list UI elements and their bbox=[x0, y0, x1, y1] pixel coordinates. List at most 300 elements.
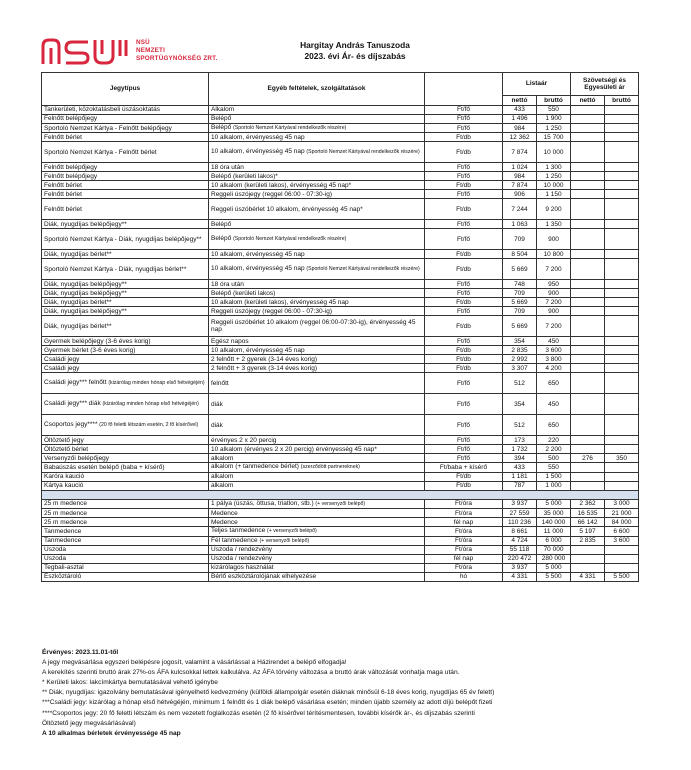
ticket-type-cell bbox=[42, 280, 209, 289]
table-row bbox=[42, 280, 639, 289]
condition-cell bbox=[209, 181, 425, 190]
fed-net-price-cell bbox=[571, 415, 605, 436]
ticket-type-cell bbox=[42, 415, 209, 436]
gross-price-cell: 650 bbox=[537, 373, 571, 394]
condition-cell-text: Belépő (kerületi lakos) bbox=[211, 289, 276, 297]
note-family: ***Családi jegy: kizárólag a hónap első hétvégéjén, minimum 1 felnőtt és 1 diák belépő vásárlása esetén; minden újabb személy az adott díjú belépőt fizeti bbox=[42, 699, 493, 707]
condition-cell-note: (Sportoló Nemzet Kártyával rendelkezők részére) bbox=[306, 149, 420, 156]
fed-net-price-cell bbox=[571, 307, 605, 316]
condition-cell bbox=[209, 346, 425, 355]
condition-cell-text: Belépő bbox=[211, 220, 232, 228]
table-row bbox=[42, 133, 639, 142]
ticket-type-cell-note: (kizárólag minden hónap első hétvégéjén) bbox=[102, 401, 199, 408]
ticket-type-cell bbox=[42, 220, 209, 229]
gross-price-cell: 900 bbox=[537, 289, 571, 298]
unit-cell: Ft/db bbox=[425, 181, 503, 190]
gross-price-cell: 5 000 bbox=[537, 499, 571, 508]
table-row bbox=[42, 436, 639, 445]
condition-cell-text: 10 alkalom, érvényesség 45 nap bbox=[211, 265, 305, 273]
gross-price-cell: 450 bbox=[537, 337, 571, 346]
fed-gross-price-cell bbox=[605, 106, 639, 115]
condition-cell bbox=[209, 536, 425, 545]
fed-net-price-cell bbox=[571, 546, 605, 555]
ticket-type-cell-note: (kizárólag minden hónap első hétvégéjén) bbox=[108, 380, 205, 387]
ticket-type-cell bbox=[42, 481, 209, 490]
gross-price-cell: 950 bbox=[537, 280, 571, 289]
condition-cell-text: diák bbox=[211, 421, 223, 429]
net-price-cell: 3 937 bbox=[503, 564, 537, 573]
ticket-type-cell bbox=[42, 355, 209, 364]
condition-cell-text: alkalom bbox=[211, 482, 234, 490]
fed-gross-price-cell bbox=[605, 220, 639, 229]
unit-cell: Ft/db bbox=[425, 355, 503, 364]
unit-cell: Ft/óra bbox=[425, 536, 503, 545]
table-row bbox=[42, 373, 639, 394]
condition-cell bbox=[209, 436, 425, 445]
ticket-type-cell-text: Családi jegy*** felnőtt bbox=[44, 379, 107, 387]
unit-cell: Ft/fő bbox=[425, 307, 503, 316]
ticket-type-cell bbox=[42, 518, 209, 527]
fed-gross-price-cell bbox=[605, 229, 639, 250]
fed-gross-price-cell bbox=[605, 373, 639, 394]
condition-cell-text: Reggeli úszóbérlet 10 alkalom, érvényesség 45 nap* bbox=[211, 205, 363, 213]
table-row bbox=[42, 346, 639, 355]
unit-cell: Ft/fő bbox=[425, 373, 503, 394]
fed-gross-price-cell bbox=[605, 472, 639, 481]
condition-cell-text: 10 alkalom, érvényesség 45 nap bbox=[211, 133, 305, 141]
ticket-rows bbox=[42, 106, 639, 491]
table-row bbox=[42, 481, 639, 490]
ticket-type-cell bbox=[42, 250, 209, 259]
condition-cell-text: Belépő (kerületi lakos)* bbox=[211, 172, 278, 180]
table-row bbox=[42, 181, 639, 190]
table-row bbox=[42, 163, 639, 172]
condition-cell bbox=[209, 355, 425, 364]
fed-net-price-cell bbox=[571, 190, 605, 199]
table-row bbox=[42, 289, 639, 298]
ticket-type-cell-text: Karóra kaució bbox=[44, 473, 85, 481]
condition-cell-note: (szerződött partnereknek) bbox=[300, 464, 360, 471]
gross-price-cell: 11 000 bbox=[537, 527, 571, 536]
fed-net-price-cell bbox=[571, 163, 605, 172]
fed-gross-price-cell bbox=[605, 280, 639, 289]
net-price-cell: 5 669 bbox=[503, 316, 537, 337]
table-row bbox=[42, 518, 639, 527]
condition-cell-text: 10 alkalom (érvényes 2 x 20 percig) érvényesség 45 nap* bbox=[211, 445, 377, 453]
note-group: ****Csoportos jegy: 20 fő feletti létszám és nem vezetett foglalkozás esetén (2 fő kísérővel térítésmentesen, további kísérők ár-, és díjszabás szerinti bbox=[42, 709, 475, 717]
note-resident: * Kerületi lakos: lakcímkártya bemutatásával vehető igénybe bbox=[42, 679, 218, 687]
condition-cell bbox=[209, 394, 425, 415]
fed-gross-price-cell bbox=[605, 445, 639, 454]
fed-net-price-cell bbox=[571, 355, 605, 364]
table-row bbox=[42, 536, 639, 545]
condition-cell bbox=[209, 564, 425, 573]
unit-cell: Ft/baba + kísérő bbox=[425, 463, 503, 472]
col-header-gross: bruttó bbox=[537, 96, 571, 106]
ticket-type-cell-text: Tanmedence bbox=[44, 527, 82, 535]
condition-cell-text: felnőtt bbox=[211, 379, 229, 387]
condition-cell-text: kizárólagos használat bbox=[211, 564, 274, 572]
price-table bbox=[41, 72, 639, 582]
ticket-type-cell bbox=[42, 346, 209, 355]
ticket-type-cell-text: Sportoló Nemzet Kártya - Diák, nyugdíjas belépőjegy** bbox=[44, 235, 202, 243]
unit-cell: Ft/óra bbox=[425, 499, 503, 508]
table-row bbox=[42, 445, 639, 454]
condition-cell-note: (Sportoló Nemzet Kártyával rendelkezők részére) bbox=[233, 125, 347, 131]
unit-cell: Ft/fő bbox=[425, 289, 503, 298]
ticket-type-cell bbox=[42, 259, 209, 280]
fed-net-price-cell bbox=[571, 436, 605, 445]
fed-gross-price-cell: 6 600 bbox=[605, 527, 639, 536]
condition-cell bbox=[209, 337, 425, 346]
logo-wordmark: NSÜ NEMZETI SPORTÜGYNÖKSÉG ZRT. bbox=[136, 39, 218, 62]
ticket-type-cell-text: Felnőtt belépőjegy bbox=[44, 172, 98, 180]
fed-gross-price-cell bbox=[605, 199, 639, 220]
net-price-cell: 354 bbox=[503, 394, 537, 415]
table-row bbox=[42, 124, 639, 133]
ticket-type-cell-text: 25 m medence bbox=[44, 509, 87, 517]
ticket-type-cell bbox=[42, 394, 209, 415]
ticket-type-cell-text: Tanmedence bbox=[44, 537, 82, 545]
condition-cell-text: Reggeli úszójegy (reggel 06:00 - 07:30-ig) bbox=[211, 307, 333, 315]
fed-net-price-cell bbox=[571, 445, 605, 454]
condition-cell-text: 1 pálya (úszás, öttusa, triatlon, stb.) bbox=[211, 499, 314, 507]
fed-net-price-cell bbox=[571, 172, 605, 181]
ticket-type-cell-text: Kártya kaució bbox=[44, 482, 84, 490]
gross-price-cell: 900 bbox=[537, 307, 571, 316]
condition-cell-text: 18 óra után bbox=[211, 280, 244, 288]
unit-cell: Ft/fő bbox=[425, 115, 503, 124]
ticket-type-cell bbox=[42, 536, 209, 545]
condition-cell-text: alkalom bbox=[211, 473, 234, 481]
condition-cell-text: Medence bbox=[211, 509, 238, 517]
ticket-type-cell bbox=[42, 181, 209, 190]
ticket-type-cell-text: Diák, nyugdíjas belépőjegy** bbox=[44, 289, 127, 297]
unit-cell: Ft/fő bbox=[425, 394, 503, 415]
condition-cell bbox=[209, 481, 425, 490]
ticket-type-cell bbox=[42, 115, 209, 124]
fed-net-price-cell bbox=[571, 364, 605, 373]
table-row bbox=[42, 316, 639, 337]
ticket-type-cell bbox=[42, 133, 209, 142]
unit-cell: Ft/óra bbox=[425, 527, 503, 536]
ticket-type-cell-text: Felnőtt bérlet bbox=[44, 190, 82, 198]
table-row bbox=[42, 454, 639, 463]
col-header-fed-gross: bruttó bbox=[605, 96, 639, 106]
fed-net-price-cell bbox=[571, 564, 605, 573]
fed-gross-price-cell bbox=[605, 250, 639, 259]
table-row bbox=[42, 499, 639, 508]
fed-net-price-cell bbox=[571, 394, 605, 415]
fed-net-price-cell bbox=[571, 133, 605, 142]
note-group-cont: Öltöztető jegy megvásárlásával) bbox=[42, 719, 136, 727]
unit-cell: Ft/fő bbox=[425, 190, 503, 199]
unit-cell: Ft/db bbox=[425, 142, 503, 163]
ticket-type-cell bbox=[42, 316, 209, 337]
ticket-type-cell bbox=[42, 307, 209, 316]
condition-cell bbox=[209, 463, 425, 472]
gross-price-cell: 2 200 bbox=[537, 445, 571, 454]
ticket-type-cell-text: Felnőtt bérlet bbox=[44, 181, 82, 189]
unit-cell: Ft/db bbox=[425, 259, 503, 280]
fed-net-price-cell bbox=[571, 106, 605, 115]
fed-gross-price-cell bbox=[605, 289, 639, 298]
condition-cell-text: 10 alkalom, érvényesség 45 nap bbox=[211, 250, 305, 258]
ticket-type-cell-text: Versenyzői belépőjegy bbox=[44, 454, 110, 462]
table-row bbox=[42, 199, 639, 220]
table-row bbox=[42, 190, 639, 199]
ticket-type-cell bbox=[42, 546, 209, 555]
table-row bbox=[42, 229, 639, 250]
col-header-net: nettó bbox=[503, 96, 537, 106]
condition-cell-note: (+ versenyzői belépő) bbox=[267, 528, 317, 535]
unit-cell: Ft/fő bbox=[425, 454, 503, 463]
condition-cell-text: Alkalom bbox=[211, 106, 235, 114]
condition-cell bbox=[209, 316, 425, 337]
gross-price-cell: 10 000 bbox=[537, 142, 571, 163]
fed-net-price-cell bbox=[571, 481, 605, 490]
ticket-type-cell bbox=[42, 298, 209, 307]
ticket-type-cell-text: Tankerületi, közoktatásbeli úszásoktatás bbox=[44, 106, 160, 114]
ticket-type-cell bbox=[42, 364, 209, 373]
net-price-cell: 433 bbox=[503, 463, 537, 472]
ticket-type-cell-text: Sportoló Nemzet Kártya - Felnőtt belépőjegy bbox=[44, 124, 172, 132]
fed-gross-price-cell bbox=[605, 364, 639, 373]
net-price-cell: 433 bbox=[503, 106, 537, 115]
note-student: ** Diák, nyugdíjas: igazolvány bemutatásával igényelhető kedvezmény (külföldi állampolgár esetén diáknak minősül 6-18 éves korig, nyugdíjas 65 év felett) bbox=[42, 689, 495, 697]
ticket-type-cell bbox=[42, 289, 209, 298]
unit-cell: Ft/db bbox=[425, 133, 503, 142]
note-entry: A jegy megvásárlása egyszeri belépésre jogosít, valamint a vásárlással a Házirendet a belépő elfogadja! bbox=[42, 659, 347, 667]
fed-gross-price-cell: 21 000 bbox=[605, 509, 639, 518]
fed-net-price-cell bbox=[571, 229, 605, 250]
ticket-type-cell bbox=[42, 229, 209, 250]
gross-price-cell: 1 900 bbox=[537, 115, 571, 124]
ticket-type-cell bbox=[42, 172, 209, 181]
table-row bbox=[42, 364, 639, 373]
ticket-type-cell bbox=[42, 499, 209, 508]
fed-net-price-cell bbox=[571, 280, 605, 289]
unit-cell: Ft/fő bbox=[425, 172, 503, 181]
gross-price-cell: 1 500 bbox=[537, 472, 571, 481]
condition-cell bbox=[209, 280, 425, 289]
condition-cell-text: 2 felnőtt + 2 gyerek (3-14 éves korig) bbox=[211, 355, 318, 363]
table-row bbox=[42, 509, 639, 518]
fed-gross-price-cell bbox=[605, 355, 639, 364]
fed-gross-price-cell bbox=[605, 481, 639, 490]
condition-cell bbox=[209, 509, 425, 518]
unit-cell: Ft/db bbox=[425, 199, 503, 220]
condition-cell bbox=[209, 307, 425, 316]
unit-cell: fél nap bbox=[425, 518, 503, 527]
table-row bbox=[42, 472, 639, 481]
ticket-type-cell bbox=[42, 454, 209, 463]
net-price-cell: 4 724 bbox=[503, 536, 537, 545]
gross-price-cell: 1 000 bbox=[537, 481, 571, 490]
net-price-cell: 1 732 bbox=[503, 445, 537, 454]
condition-cell-text: Fél tanmedence bbox=[211, 536, 258, 544]
fed-net-price-cell: 2 362 bbox=[571, 499, 605, 508]
table-row bbox=[42, 259, 639, 280]
condition-cell bbox=[209, 445, 425, 454]
note-vat: A kerekítés szerinti bruttó árak 27%-os ÁFA kulcsokkal lettek kalkulálva. Az ÁFA törvény változása a bruttó árak változását vonhatja maga után. bbox=[42, 669, 460, 677]
net-price-cell: 354 bbox=[503, 337, 537, 346]
condition-cell-text: érvényes 2 x 20 percig bbox=[211, 436, 277, 444]
fed-net-price-cell bbox=[571, 298, 605, 307]
ticket-type-cell bbox=[42, 142, 209, 163]
ticket-type-cell-text: Diák, nyugdíjas belépőjegy** bbox=[44, 220, 127, 228]
condition-cell-text: diák bbox=[211, 400, 223, 408]
gross-price-cell: 900 bbox=[537, 229, 571, 250]
condition-cell bbox=[209, 163, 425, 172]
gross-price-cell: 550 bbox=[537, 106, 571, 115]
fed-gross-price-cell bbox=[605, 564, 639, 573]
fed-gross-price-cell: 350 bbox=[605, 454, 639, 463]
table-row bbox=[42, 555, 639, 564]
fed-net-price-cell bbox=[571, 346, 605, 355]
ticket-type-cell bbox=[42, 106, 209, 115]
fed-gross-price-cell bbox=[605, 298, 639, 307]
condition-cell bbox=[209, 172, 425, 181]
gross-price-cell: 15 700 bbox=[537, 133, 571, 142]
condition-cell-note: (+ versenyzői belépő) bbox=[259, 537, 310, 544]
col-header-conditions: Egyéb feltételek, szolgáltatások bbox=[209, 73, 425, 106]
condition-cell bbox=[209, 373, 425, 394]
ticket-type-cell-text: Diák, nyugdíjas bérlet** bbox=[44, 250, 112, 258]
ticket-type-cell-text: Csoportos jegy**** bbox=[44, 421, 98, 429]
condition-cell-text: 10 alkalom (kerületi lakos), érvényesség 45 nap bbox=[211, 298, 349, 306]
unit-cell: Ft/db bbox=[425, 250, 503, 259]
ticket-type-cell-text: Eszköztároló bbox=[44, 573, 82, 581]
fed-gross-price-cell: 5 500 bbox=[605, 573, 639, 582]
net-price-cell: 3 307 bbox=[503, 364, 537, 373]
ticket-type-cell-text: Gyermek bérlet (3-6 éves korig) bbox=[44, 346, 136, 354]
fed-gross-price-cell bbox=[605, 172, 639, 181]
condition-cell-text: Belépő bbox=[211, 235, 232, 243]
net-price-cell: 984 bbox=[503, 124, 537, 133]
table-row bbox=[42, 337, 639, 346]
ticket-type-cell bbox=[42, 527, 209, 536]
ticket-type-cell-text: Uszoda bbox=[44, 555, 67, 563]
ticket-type-cell-text: 25 m medence bbox=[44, 518, 87, 526]
ticket-type-cell-text: Diák, nyugdíjas bérlet** bbox=[44, 322, 112, 330]
unit-cell: Ft/fő bbox=[425, 106, 503, 115]
gross-price-cell: 1 250 bbox=[537, 172, 571, 181]
gross-price-cell: 1 150 bbox=[537, 190, 571, 199]
gross-price-cell: 6 000 bbox=[537, 536, 571, 545]
net-price-cell: 7 874 bbox=[503, 181, 537, 190]
net-price-cell: 748 bbox=[503, 280, 537, 289]
gross-price-cell: 1 350 bbox=[537, 220, 571, 229]
unit-cell: Ft/fő bbox=[425, 229, 503, 250]
fed-gross-price-cell: 3 000 bbox=[605, 499, 639, 508]
condition-cell bbox=[209, 220, 425, 229]
unit-cell: Ft/fő bbox=[425, 124, 503, 133]
fed-net-price-cell bbox=[571, 181, 605, 190]
condition-cell-text: Belépő bbox=[211, 124, 232, 131]
table-row bbox=[42, 172, 639, 181]
ticket-type-cell bbox=[42, 199, 209, 220]
gross-price-cell: 9 200 bbox=[537, 199, 571, 220]
condition-cell bbox=[209, 415, 425, 436]
net-price-cell: 512 bbox=[503, 415, 537, 436]
fed-gross-price-cell bbox=[605, 316, 639, 337]
fed-gross-price-cell bbox=[605, 546, 639, 555]
net-price-cell: 7 244 bbox=[503, 199, 537, 220]
ticket-type-cell bbox=[42, 436, 209, 445]
fed-net-price-cell bbox=[571, 115, 605, 124]
unit-cell: Ft/fő bbox=[425, 415, 503, 436]
net-price-cell: 1 181 bbox=[503, 472, 537, 481]
ticket-type-cell-note: (20 fő feletti létszám esetén, 2 fő kísérővel) bbox=[99, 422, 199, 429]
ticket-type-cell-text: Sportoló Nemzet Kártya - Diák, nyugdíjas bérlet** bbox=[44, 265, 187, 273]
condition-cell-text: Egész napos bbox=[211, 337, 249, 345]
gross-price-cell: 450 bbox=[537, 394, 571, 415]
net-price-cell: 27 559 bbox=[503, 509, 537, 518]
net-price-cell: 709 bbox=[503, 307, 537, 316]
gross-price-cell: 3 600 bbox=[537, 346, 571, 355]
ticket-type-cell bbox=[42, 463, 209, 472]
table-row bbox=[42, 573, 639, 582]
condition-cell-text: 18 óra után bbox=[211, 163, 244, 171]
table-row bbox=[42, 142, 639, 163]
gross-price-cell: 10 000 bbox=[537, 181, 571, 190]
ticket-type-cell-text: Babaúszás esetén belépő (baba + kísérő) bbox=[44, 463, 165, 471]
fed-net-price-cell bbox=[571, 316, 605, 337]
condition-cell-text: 10 alkalom, érvényesség 45 nap bbox=[211, 346, 305, 354]
ticket-type-cell-text: Öltöztető jegy bbox=[44, 436, 84, 444]
condition-cell-text: Teljes tanmedence bbox=[211, 527, 266, 535]
fed-net-price-cell bbox=[571, 337, 605, 346]
unit-cell: Ft/fő bbox=[425, 445, 503, 454]
condition-cell bbox=[209, 527, 425, 536]
net-price-cell: 55 118 bbox=[503, 546, 537, 555]
net-price-cell: 110 236 bbox=[503, 518, 537, 527]
net-price-cell: 3 937 bbox=[503, 499, 537, 508]
fed-gross-price-cell bbox=[605, 555, 639, 564]
fed-gross-price-cell bbox=[605, 394, 639, 415]
net-price-cell: 512 bbox=[503, 373, 537, 394]
validity-note: Érvényes: 2023.11.01-től bbox=[42, 649, 119, 656]
note-pass-validity: A 10 alkalmas bérletek érvényessége 45 nap bbox=[42, 729, 181, 737]
condition-cell bbox=[209, 190, 425, 199]
ticket-type-cell-text: Családi jegy bbox=[44, 355, 80, 363]
fed-gross-price-cell bbox=[605, 436, 639, 445]
net-price-cell: 1 024 bbox=[503, 163, 537, 172]
gross-price-cell: 500 bbox=[537, 454, 571, 463]
table-row bbox=[42, 106, 639, 115]
unit-cell: Ft/db bbox=[425, 472, 503, 481]
condition-cell-text: Belépő bbox=[211, 115, 232, 123]
unit-cell: Ft/óra bbox=[425, 564, 503, 573]
ticket-type-cell-text: Diák, nyugdíjas belépőjegy** bbox=[44, 280, 127, 288]
net-price-cell: 2 992 bbox=[503, 355, 537, 364]
net-price-cell: 12 362 bbox=[503, 133, 537, 142]
table-row bbox=[42, 250, 639, 259]
ticket-type-cell bbox=[42, 373, 209, 394]
ticket-type-cell-text: Felnőtt bérlet bbox=[44, 205, 82, 213]
net-price-cell: 8 661 bbox=[503, 527, 537, 536]
gross-price-cell: 35 000 bbox=[537, 509, 571, 518]
unit-cell: Ft/fő bbox=[425, 280, 503, 289]
net-price-cell: 394 bbox=[503, 454, 537, 463]
condition-cell-text: 10 alkalom (kerületi lakos), érvényesség 45 nap* bbox=[211, 181, 352, 189]
condition-cell-note: (+ versenyzői belépő) bbox=[315, 500, 366, 507]
ticket-type-cell bbox=[42, 564, 209, 573]
unit-cell: Ft/óra bbox=[425, 546, 503, 555]
fed-net-price-cell: 2 835 bbox=[571, 536, 605, 545]
unit-cell: Ft/fő bbox=[425, 163, 503, 172]
